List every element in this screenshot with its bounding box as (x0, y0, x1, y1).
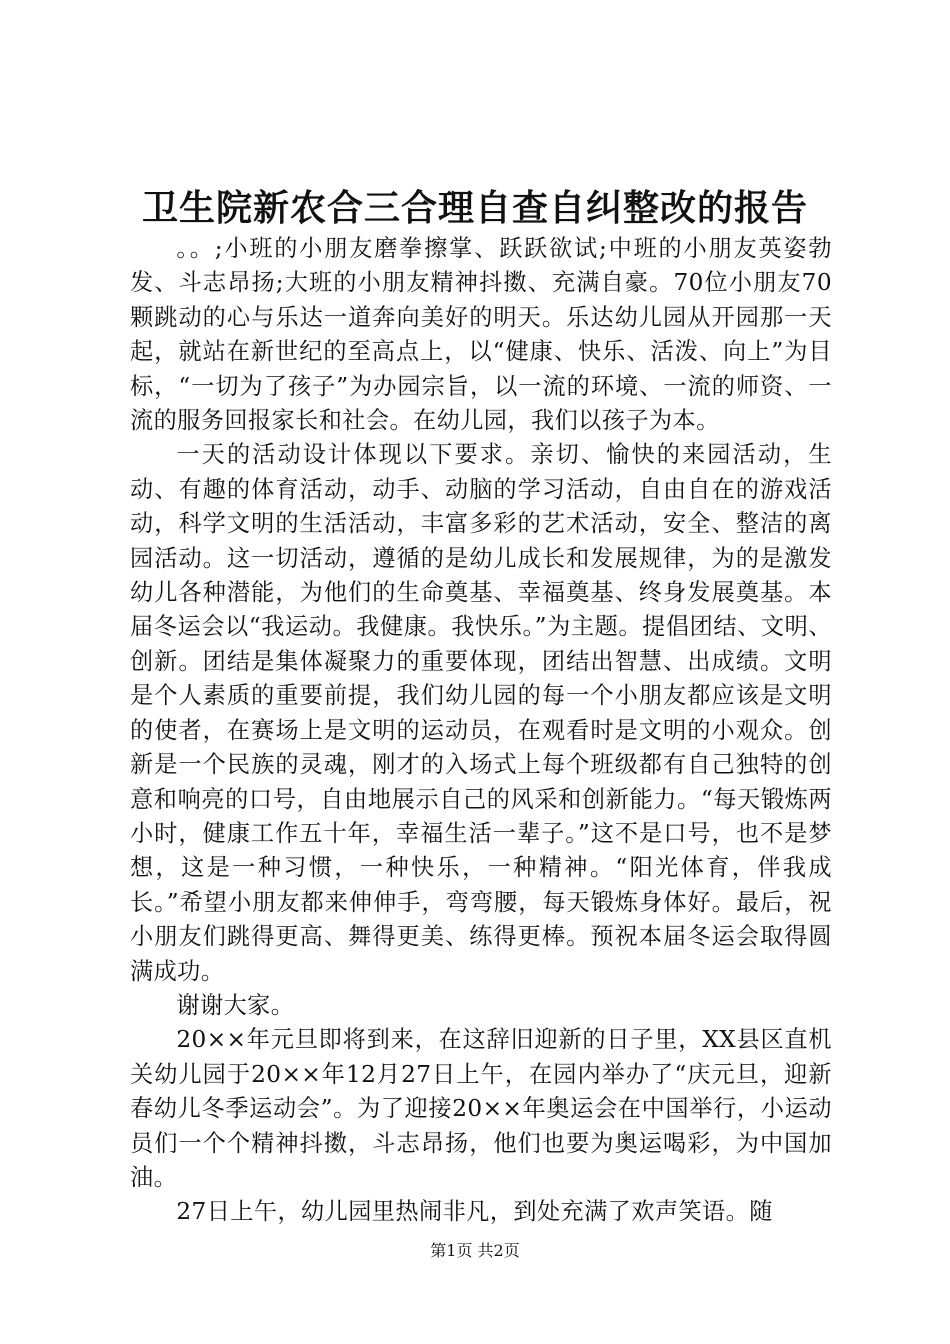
page-number-footer: 第1页 共2页 (430, 1241, 520, 1260)
paragraph: 谢谢大家。 (176, 991, 295, 1019)
paragraph: 。。;小班的小朋友磨拳擦掌、跃跃欲试;中班的小朋友英姿勃发、斗志昂扬;大班的小朋友精神抖擞、充满自豪。70位小朋友70颗跳动的心与乐达一道奔向美好的明天。乐达幼儿园从开园那一天起，就站在新世纪的至高点上，以“健康、快乐、活泼、向上”为目标，“一切为了孩子”为办园宗旨，以一流的环境、一流的师资、一流的服务回报家长和社会。在幼儿园，我们以孩子为本。 (130, 235, 832, 435)
document-title: 卫生院新农合三合理自查自纠整改的报告 (141, 187, 808, 229)
document-body (130, 232, 832, 1230)
paragraph: 27日上午，幼儿园里热闹非凡，到处充满了欢声笑语。随 (176, 1198, 773, 1226)
paragraph: 一天的活动设计体现以下要求。亲切、愉快的来园活动，生动、有趣的体育活动，动手、动脑的学习活动，自由自在的游戏活动，科学文明的生活活动，丰富多彩的艺术活动，安全、整洁的离园活动。这一切活动，遵循的是幼儿成长和发展规律，为的是激发幼儿各种潜能，为他们的生命奠基、幸福奠基、终身发展奠基。本届冬运会以“我运动。我健康。我快乐。”为主题。提倡团结、文明、创新。团结是集体凝聚力的重要体现，团结出智慧、出成绩。文明是个人素质的重要前提，我们幼儿园的每一个小朋友都应该是文明的使者，在赛场上是文明的运动员，在观看时是文明的小观众。创新是一个民族的灵魂，刚才的入场式上每个班级都有自己独特的创意和响亮的口号，自由地展示自己的风采和创新能力。“每天锻炼两小时，健康工作五十年，幸福生活一辈子。”这不是口号，也不是梦想，这是一种习惯，一种快乐，一种精神。“阳光体育，伴我成长。”希望小朋友都来伸伸手，弯弯腰，每天锻炼身体好。最后，祝小朋友们跳得更高、舞得更美、练得更棒。预祝本届冬运会取得圆满成功。 (130, 441, 832, 985)
paragraph: 20××年元旦即将到来，在这辞旧迎新的日子里，XX县区直机关幼儿园于20××年12月27日上午，在园内举办了“庆元旦，迎新春幼儿冬季运动会”。为了迎接20××年奥运会在中国举行，小运动员们一个个精神抖擞，斗志昂扬，他们也要为奥运喝彩，为中国加油。 (130, 1026, 832, 1191)
